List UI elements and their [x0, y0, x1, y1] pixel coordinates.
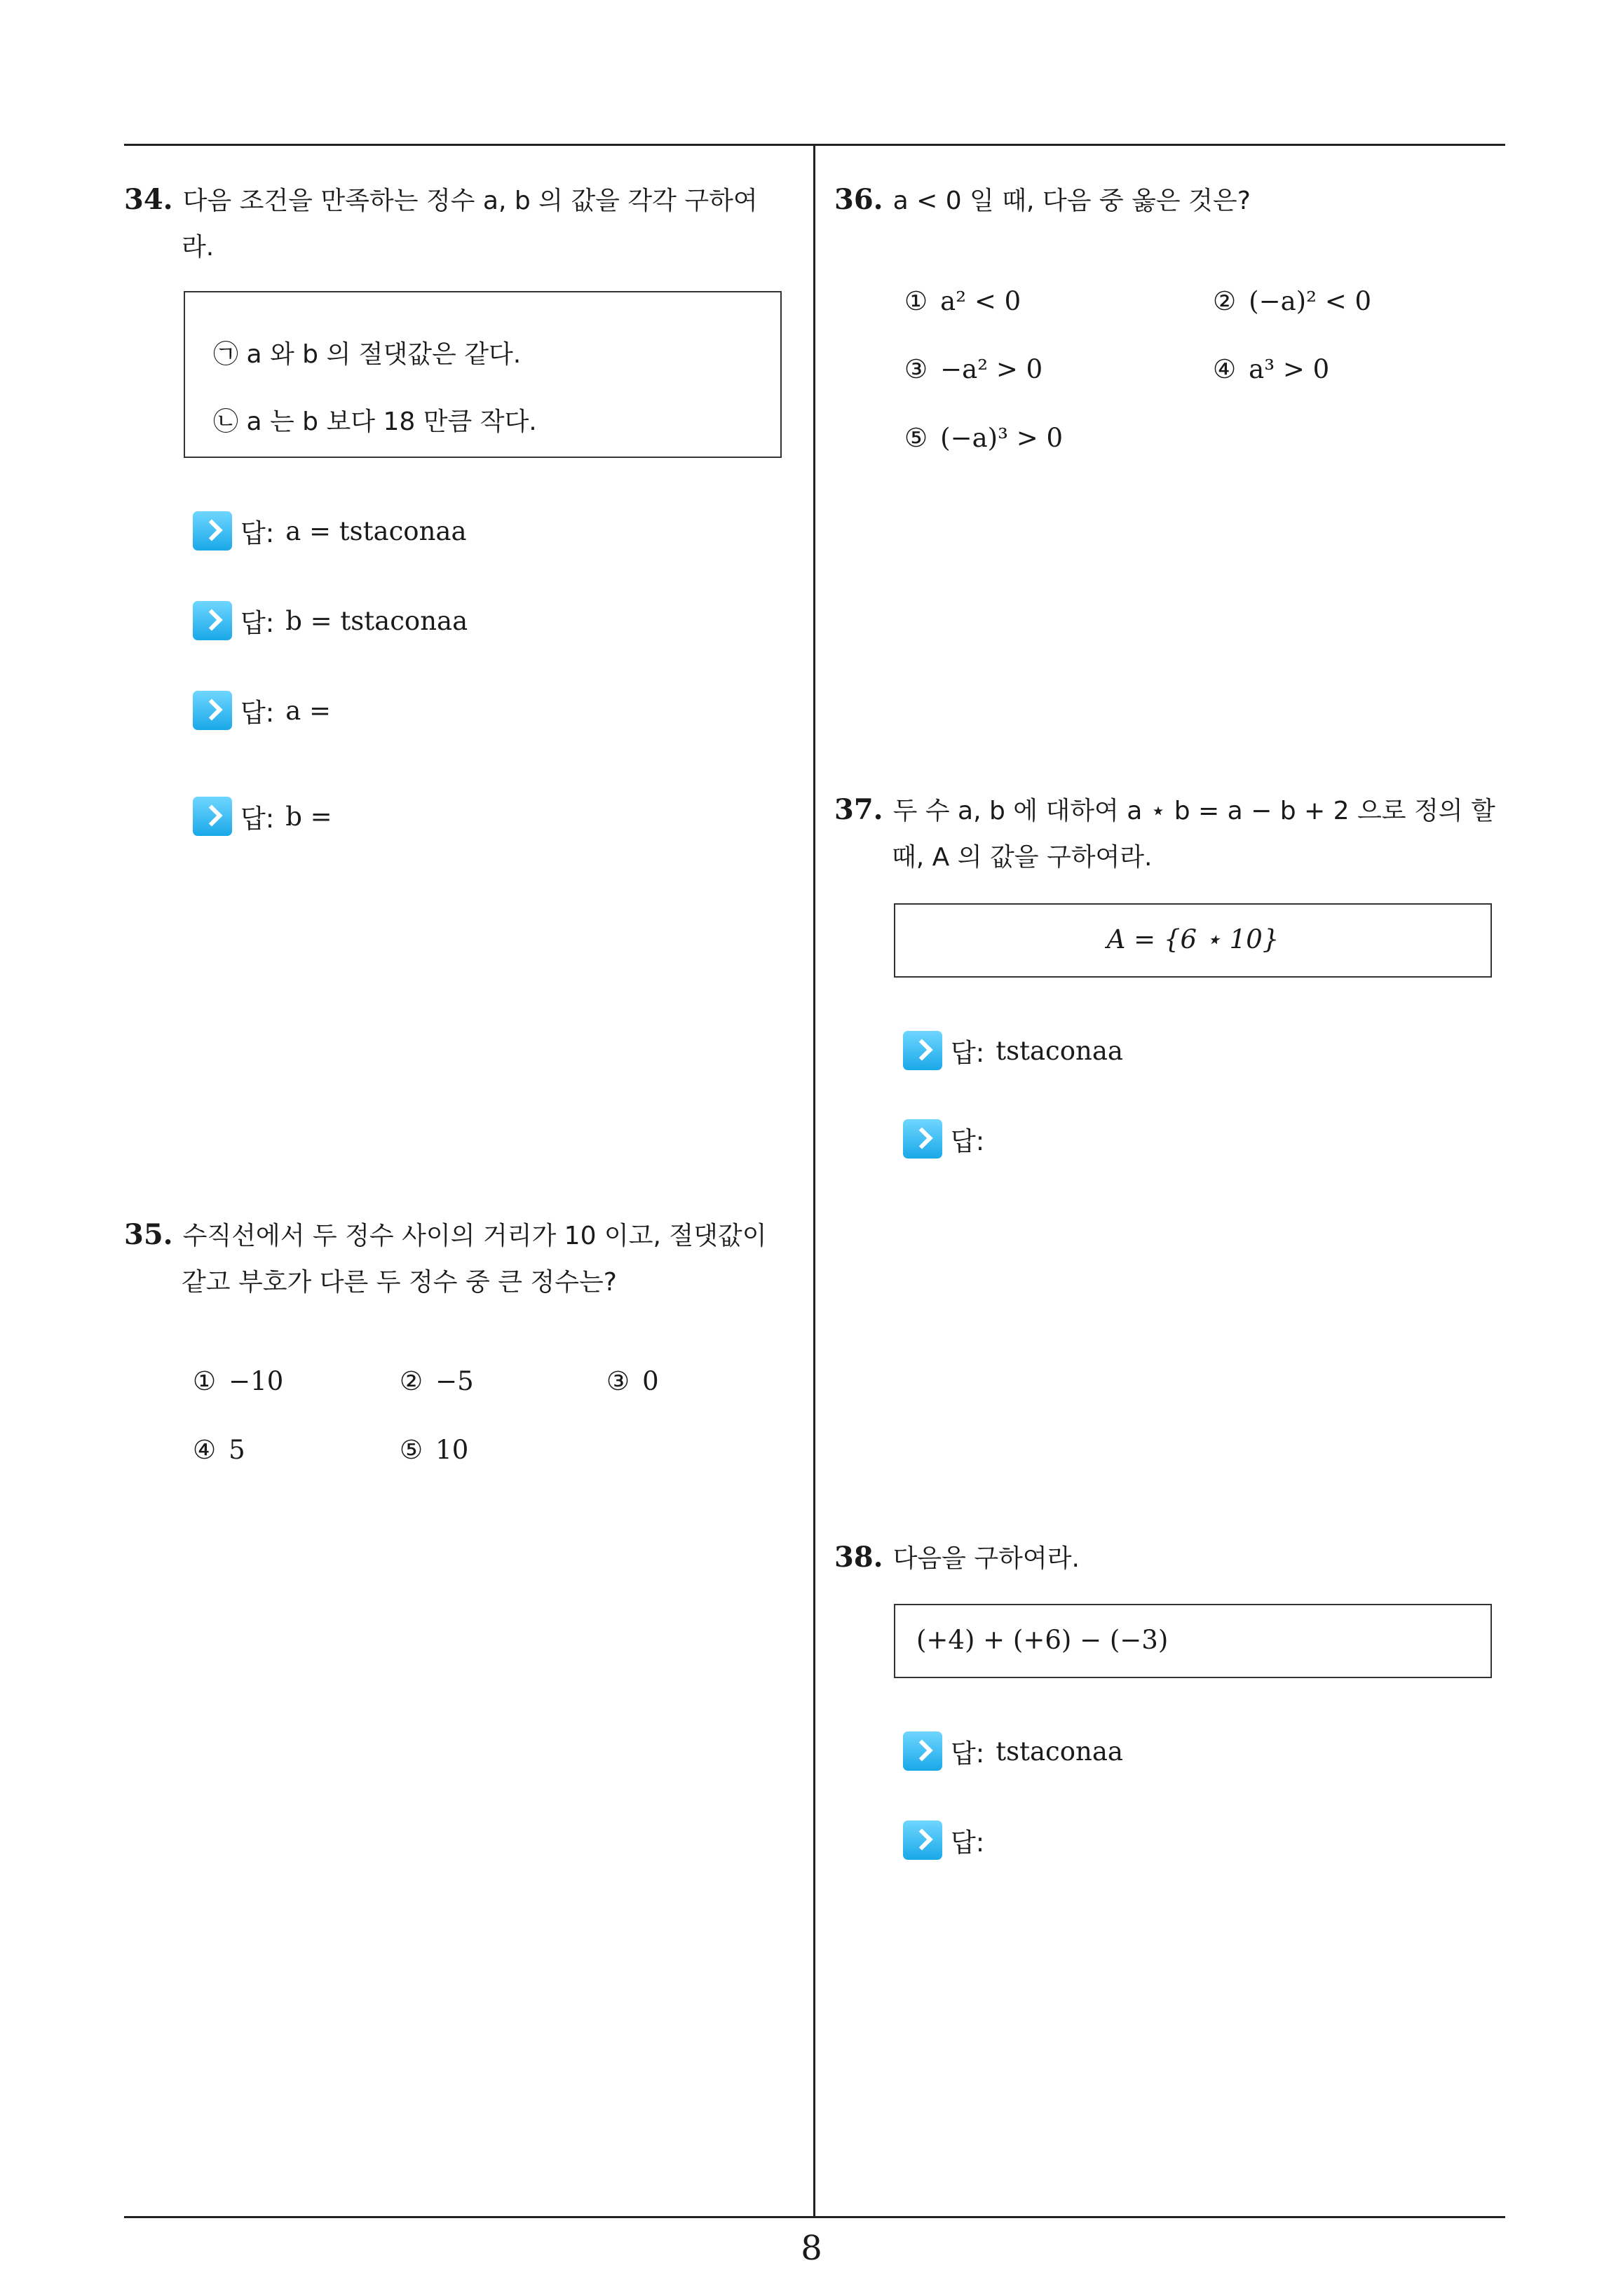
chevron-right-icon: [193, 797, 232, 836]
choice-value: (−a)³ > 0: [940, 423, 1064, 453]
answer-label: 답:: [240, 804, 275, 834]
answer-line: [903, 1819, 996, 1861]
question-number: 35.: [124, 1218, 173, 1251]
answer-line: [903, 1118, 996, 1160]
choice-value: 10: [435, 1435, 469, 1465]
chevron-right-icon: [193, 691, 232, 730]
answer-value: b = tstaconaa: [285, 605, 468, 636]
answer-line: [193, 510, 467, 552]
question-36: [834, 177, 1507, 224]
chevron-right-icon: [903, 1731, 942, 1771]
choice-value: 5: [229, 1435, 245, 1465]
choice-1[interactable]: [904, 286, 1021, 316]
question-35: [124, 1212, 797, 1306]
choice-mark: ②: [400, 1366, 423, 1396]
chevron-right-icon: [903, 1821, 942, 1860]
question-text-cont: 때, A 의 값을 구하여라.: [892, 843, 1153, 872]
expression: A = {6 ⋆ 10}: [1106, 924, 1279, 954]
choice-mark: ②: [1213, 286, 1237, 316]
choice-mark: ①: [193, 1366, 217, 1396]
choice-value: 0: [642, 1366, 659, 1396]
answer-label: 답:: [951, 1038, 985, 1068]
choice-value: (−a)² < 0: [1249, 286, 1372, 316]
condition-box: [184, 291, 782, 458]
question-number: 34.: [124, 183, 173, 216]
choice-1[interactable]: [193, 1366, 283, 1396]
answer-value: a = tstaconaa: [285, 515, 467, 546]
choice-mark: ④: [193, 1435, 217, 1465]
condition-1: ㉠ a 와 b 의 절댓값은 같다.: [213, 340, 522, 369]
chevron-right-icon: [903, 1031, 942, 1070]
choice-value: a² < 0: [940, 286, 1021, 316]
answer-line: [903, 1730, 1123, 1772]
choice-value: −a² > 0: [940, 354, 1043, 384]
answer-line: [903, 1029, 1123, 1072]
choice-mark: ③: [904, 354, 928, 384]
choice-value: a³ > 0: [1249, 354, 1330, 384]
choice-2[interactable]: [1213, 286, 1371, 316]
question-text: 두 수 a, b 에 대하여 a ⋆ b = a − b + 2 으로 정의 할: [892, 797, 1495, 825]
question-number: 36.: [834, 183, 883, 216]
choice-4[interactable]: [1213, 354, 1329, 384]
condition-2: ㉡ a 는 b 보다 18 만큼 작다.: [213, 407, 537, 436]
choice-3[interactable]: [606, 1366, 659, 1396]
answer-label: 답:: [951, 1828, 985, 1858]
question-38: [834, 1534, 1507, 1582]
choice-3[interactable]: [904, 354, 1043, 384]
answer-label: 답:: [951, 1738, 985, 1769]
question-37: [834, 787, 1521, 881]
answer-line: [193, 689, 331, 731]
chevron-right-icon: [903, 1119, 942, 1159]
question-text: 다음 조건을 만족하는 정수 a, b 의 값을 각각 구하여: [182, 187, 758, 215]
question-number: 38.: [834, 1541, 883, 1574]
question-text: 수직선에서 두 정수 사이의 거리가 10 이고, 절댓값이: [182, 1222, 767, 1250]
choice-mark: ⑤: [400, 1435, 423, 1465]
bottom-rule: [124, 2216, 1505, 2218]
chevron-right-icon: [193, 601, 232, 640]
answer-line: [193, 795, 332, 837]
question-text-cont: 라.: [182, 233, 215, 262]
answer-label: 답:: [951, 1126, 985, 1156]
answer-value: tstaconaa: [996, 1035, 1123, 1066]
answer-value: b =: [285, 801, 332, 832]
choice-2[interactable]: [400, 1366, 474, 1396]
question-number: 37.: [834, 793, 883, 826]
answer-label: 답:: [240, 698, 275, 728]
answer-value: tstaconaa: [996, 1736, 1123, 1767]
expression: (+4) + (+6) − (−3): [916, 1625, 1169, 1655]
question-text: 다음을 구하여라.: [892, 1544, 1080, 1573]
choice-mark: ④: [1213, 354, 1237, 384]
expression-box: [894, 903, 1492, 978]
choice-value: −10: [229, 1366, 284, 1396]
column-divider: [813, 144, 815, 2218]
answer-line: [193, 600, 468, 642]
page-number: 8: [801, 2229, 822, 2268]
expression-box: [894, 1604, 1492, 1678]
choice-5[interactable]: [400, 1435, 468, 1465]
question-text: a < 0 일 때, 다음 중 옳은 것은?: [892, 187, 1251, 215]
choice-5[interactable]: [904, 423, 1063, 453]
choice-mark: ①: [904, 286, 928, 316]
choice-mark: ⑤: [904, 423, 928, 453]
choice-value: −5: [435, 1366, 474, 1396]
chevron-right-icon: [193, 511, 232, 551]
choice-mark: ③: [606, 1366, 630, 1396]
answer-label: 답:: [240, 518, 275, 548]
choice-4[interactable]: [193, 1435, 245, 1465]
question-text-cont: 같고 부호가 다른 두 정수 중 큰 정수는?: [182, 1268, 617, 1297]
question-34: [124, 177, 797, 271]
answer-value: a =: [285, 695, 332, 726]
answer-label: 답:: [240, 608, 275, 638]
